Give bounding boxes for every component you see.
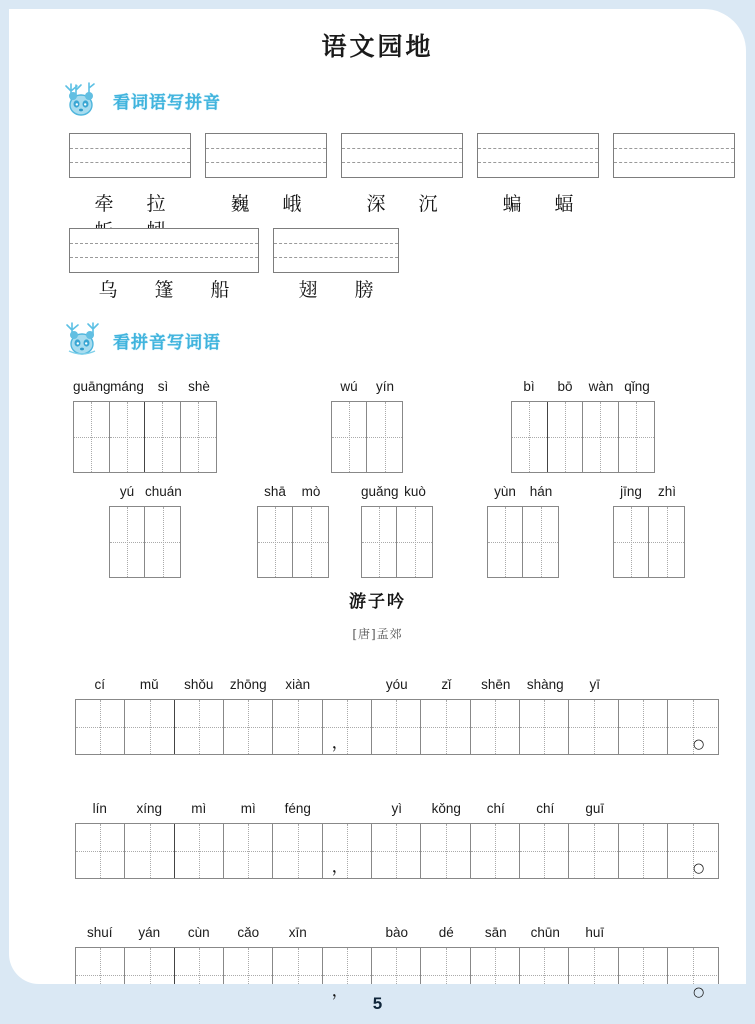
pinyin-row bbox=[487, 484, 559, 499]
writing-cell[interactable] bbox=[76, 700, 125, 754]
word-char: 巍 bbox=[230, 193, 250, 215]
pinyin-write-box[interactable] bbox=[69, 228, 259, 273]
writing-cell[interactable] bbox=[569, 824, 618, 878]
pinyin-label: xīn bbox=[288, 925, 307, 940]
writing-cell[interactable] bbox=[224, 700, 273, 754]
writing-cell[interactable] bbox=[471, 700, 520, 754]
pinyin-label: cí bbox=[94, 677, 105, 692]
pinyin-label bbox=[620, 801, 670, 816]
word-group bbox=[477, 189, 599, 216]
writing-cell[interactable] bbox=[520, 824, 569, 878]
writing-cell[interactable] bbox=[273, 700, 322, 754]
word-group bbox=[69, 189, 191, 216]
writing-cell[interactable] bbox=[614, 507, 649, 577]
tianzige-grid[interactable] bbox=[361, 506, 433, 578]
writing-cell[interactable] bbox=[619, 700, 668, 754]
pinyin-label: shàng bbox=[526, 677, 564, 692]
pinyin-label: guǎng bbox=[361, 484, 399, 499]
pinyin-label: mò bbox=[301, 484, 321, 499]
writing-cell[interactable] bbox=[74, 402, 110, 472]
writing-cell[interactable] bbox=[619, 824, 668, 878]
section1-heading bbox=[63, 81, 221, 119]
tianzige-grid[interactable] bbox=[511, 401, 655, 473]
pinyin-label bbox=[323, 925, 373, 940]
pinyin-label: kuò bbox=[404, 484, 426, 499]
pinyin-write-box[interactable] bbox=[613, 133, 735, 178]
pinyin-label: yì bbox=[391, 801, 402, 816]
poem-pinyin-row bbox=[75, 677, 719, 692]
pinyin-write-box[interactable] bbox=[477, 133, 599, 178]
section1-label: 看词语写拼音 bbox=[113, 92, 221, 113]
writing-cell[interactable] bbox=[421, 700, 470, 754]
writing-cell[interactable] bbox=[332, 402, 367, 472]
pinyin-label: sān bbox=[484, 925, 507, 940]
writing-cell[interactable] bbox=[488, 507, 523, 577]
pinyin-row bbox=[73, 379, 217, 394]
panda-bamboo-icon bbox=[63, 321, 109, 359]
writing-cell[interactable] bbox=[372, 824, 421, 878]
pinyin-label: zhōng bbox=[229, 677, 267, 692]
pinyin-row bbox=[613, 484, 685, 499]
pinyin-label: mì bbox=[240, 801, 256, 816]
writing-cell[interactable] bbox=[471, 824, 520, 878]
word-char: 峨 bbox=[282, 193, 302, 215]
pinyin-label bbox=[669, 925, 719, 940]
pinyin-label: lín bbox=[92, 801, 107, 816]
pinyin-label: zǐ bbox=[441, 677, 452, 692]
comma-mark: ， bbox=[331, 981, 349, 1001]
pinyin-label: zhì bbox=[657, 484, 676, 499]
word-group bbox=[69, 275, 259, 302]
pinyin-label: shè bbox=[188, 379, 210, 394]
section2-label: 看拼音写词语 bbox=[113, 332, 221, 353]
pinyin-write-box[interactable] bbox=[341, 133, 463, 178]
pinyin-label bbox=[620, 925, 670, 940]
writing-cell[interactable] bbox=[362, 507, 397, 577]
pinyin-label: chí bbox=[536, 801, 555, 816]
word-char: 沉 bbox=[418, 193, 438, 215]
pinyin-label: sì bbox=[157, 379, 169, 394]
page-title: 语文园地 bbox=[321, 32, 434, 61]
word-char: 牵 bbox=[94, 193, 114, 215]
comma-mark: ， bbox=[331, 733, 349, 753]
word-char: 蝙 bbox=[502, 193, 522, 215]
pinyin-label bbox=[323, 801, 373, 816]
writing-cell[interactable] bbox=[145, 507, 180, 577]
word-group bbox=[273, 275, 399, 302]
panda-bamboo-icon bbox=[63, 81, 109, 119]
pinyin-label bbox=[669, 801, 719, 816]
pinyin-label: huī bbox=[585, 925, 605, 940]
writing-cell[interactable] bbox=[520, 700, 569, 754]
writing-cell[interactable] bbox=[145, 402, 181, 472]
pinyin-label bbox=[669, 677, 719, 692]
section2-heading bbox=[63, 321, 221, 359]
tianzige-grid[interactable] bbox=[487, 506, 559, 578]
writing-cell[interactable] bbox=[583, 402, 619, 472]
writing-cell[interactable] bbox=[175, 824, 224, 878]
pinyin-label: yú bbox=[119, 484, 135, 499]
writing-cell[interactable] bbox=[258, 507, 293, 577]
poem-pinyin-row bbox=[75, 925, 719, 940]
pinyin-label: shēn bbox=[481, 677, 511, 692]
page-footer bbox=[0, 984, 755, 1024]
pinyin-label: máng bbox=[110, 379, 144, 394]
period-mark: ○ bbox=[693, 985, 705, 1000]
pinyin-label: féng bbox=[284, 801, 311, 816]
word-char: 拉 bbox=[146, 193, 166, 215]
word-char: 膀 bbox=[354, 279, 374, 301]
pinyin-label bbox=[323, 677, 373, 692]
writing-cell[interactable] bbox=[323, 700, 372, 754]
pinyin-label bbox=[620, 677, 670, 692]
pinyin-label: yóu bbox=[385, 677, 408, 692]
writing-cell[interactable] bbox=[372, 700, 421, 754]
poem-pinyin-row bbox=[75, 801, 719, 816]
pinyin-label: mì bbox=[191, 801, 207, 816]
pinyin-row bbox=[361, 484, 433, 499]
writing-cell[interactable] bbox=[323, 824, 372, 878]
word-char: 篷 bbox=[154, 279, 174, 301]
writing-cell[interactable] bbox=[397, 507, 432, 577]
pinyin-label: hán bbox=[529, 484, 553, 499]
writing-cell[interactable] bbox=[224, 824, 273, 878]
word-group bbox=[205, 189, 327, 216]
word-char: 蝠 bbox=[554, 193, 574, 215]
period-mark: ○ bbox=[693, 737, 705, 752]
pinyin-row bbox=[257, 484, 329, 499]
page-canvas bbox=[9, 9, 746, 1001]
pinyin-label: qǐng bbox=[624, 379, 650, 394]
poem-title: 游子吟 bbox=[349, 592, 406, 612]
writing-cell[interactable] bbox=[181, 402, 216, 472]
writing-cell[interactable] bbox=[110, 507, 145, 577]
tianzige-grid[interactable] bbox=[331, 401, 403, 473]
pinyin-write-box[interactable] bbox=[205, 133, 327, 178]
tianzige-grid[interactable] bbox=[257, 506, 329, 578]
pinyin-label: chūn bbox=[530, 925, 560, 940]
pinyin-label: shā bbox=[264, 484, 286, 499]
pinyin-label: guī bbox=[585, 801, 605, 816]
pinyin-label: cùn bbox=[187, 925, 210, 940]
writing-cell[interactable] bbox=[125, 700, 174, 754]
writing-cell[interactable] bbox=[421, 824, 470, 878]
writing-cell[interactable] bbox=[619, 402, 654, 472]
period-mark: ○ bbox=[693, 861, 705, 876]
writing-cell[interactable] bbox=[76, 824, 125, 878]
pinyin-label: bào bbox=[385, 925, 409, 940]
pinyin-row bbox=[331, 379, 403, 394]
writing-cell[interactable] bbox=[523, 507, 558, 577]
pinyin-write-box[interactable] bbox=[69, 133, 191, 178]
page-number: 5 bbox=[372, 994, 383, 1013]
writing-cell[interactable] bbox=[125, 824, 174, 878]
poem-tianzige-grid[interactable] bbox=[75, 699, 719, 755]
pinyin-label: yín bbox=[375, 379, 394, 394]
comma-mark: ， bbox=[331, 857, 349, 877]
word-char: 船 bbox=[210, 279, 230, 301]
writing-cell[interactable] bbox=[668, 700, 717, 754]
tianzige-grid[interactable] bbox=[613, 506, 685, 578]
pinyin-write-box[interactable] bbox=[273, 228, 399, 273]
pinyin-label: bō bbox=[557, 379, 573, 394]
word-char: 翅 bbox=[298, 279, 318, 301]
poem-tianzige-grid[interactable] bbox=[75, 823, 719, 879]
writing-cell[interactable] bbox=[569, 700, 618, 754]
poem-author: [唐]孟郊 bbox=[352, 627, 403, 641]
word-row bbox=[69, 275, 413, 302]
writing-cell[interactable] bbox=[512, 402, 548, 472]
writing-cell[interactable] bbox=[110, 402, 146, 472]
pinyin-label: shǒu bbox=[184, 677, 214, 692]
writing-cell[interactable] bbox=[649, 507, 684, 577]
pinyin-label: yán bbox=[138, 925, 161, 940]
writing-cell[interactable] bbox=[273, 824, 322, 878]
word-group bbox=[341, 189, 463, 216]
pinyin-label: shuí bbox=[86, 925, 113, 940]
pinyin-row bbox=[511, 379, 655, 394]
tianzige-grid[interactable] bbox=[73, 401, 217, 473]
pinyin-label: xiàn bbox=[285, 677, 311, 692]
pinyin-label: mǔ bbox=[139, 677, 159, 692]
pinyin-row bbox=[109, 484, 181, 499]
writing-cell[interactable] bbox=[548, 402, 584, 472]
pinyin-label: wú bbox=[340, 379, 358, 394]
pinyin-label: xíng bbox=[136, 801, 163, 816]
word-char: 深 bbox=[366, 193, 386, 215]
pinyin-label: yùn bbox=[494, 484, 516, 499]
pinyin-label: cǎo bbox=[237, 925, 260, 940]
pinyin-label: dé bbox=[438, 925, 454, 940]
writing-cell[interactable] bbox=[175, 700, 224, 754]
pinyin-label: guāng bbox=[73, 379, 111, 394]
pinyin-label: wàn bbox=[588, 379, 614, 394]
writing-cell[interactable] bbox=[668, 824, 717, 878]
pinyin-label: chuán bbox=[145, 484, 182, 499]
word-char: 乌 bbox=[98, 279, 118, 301]
tianzige-grid[interactable] bbox=[109, 506, 181, 578]
writing-cell[interactable] bbox=[367, 402, 402, 472]
pinyin-label: yī bbox=[589, 677, 600, 692]
pinyin-label: jīng bbox=[620, 484, 642, 499]
pinyin-label: kǒng bbox=[431, 801, 461, 816]
pinyin-label: bì bbox=[523, 379, 535, 394]
pinyin-label: chí bbox=[486, 801, 505, 816]
writing-cell[interactable] bbox=[293, 507, 328, 577]
